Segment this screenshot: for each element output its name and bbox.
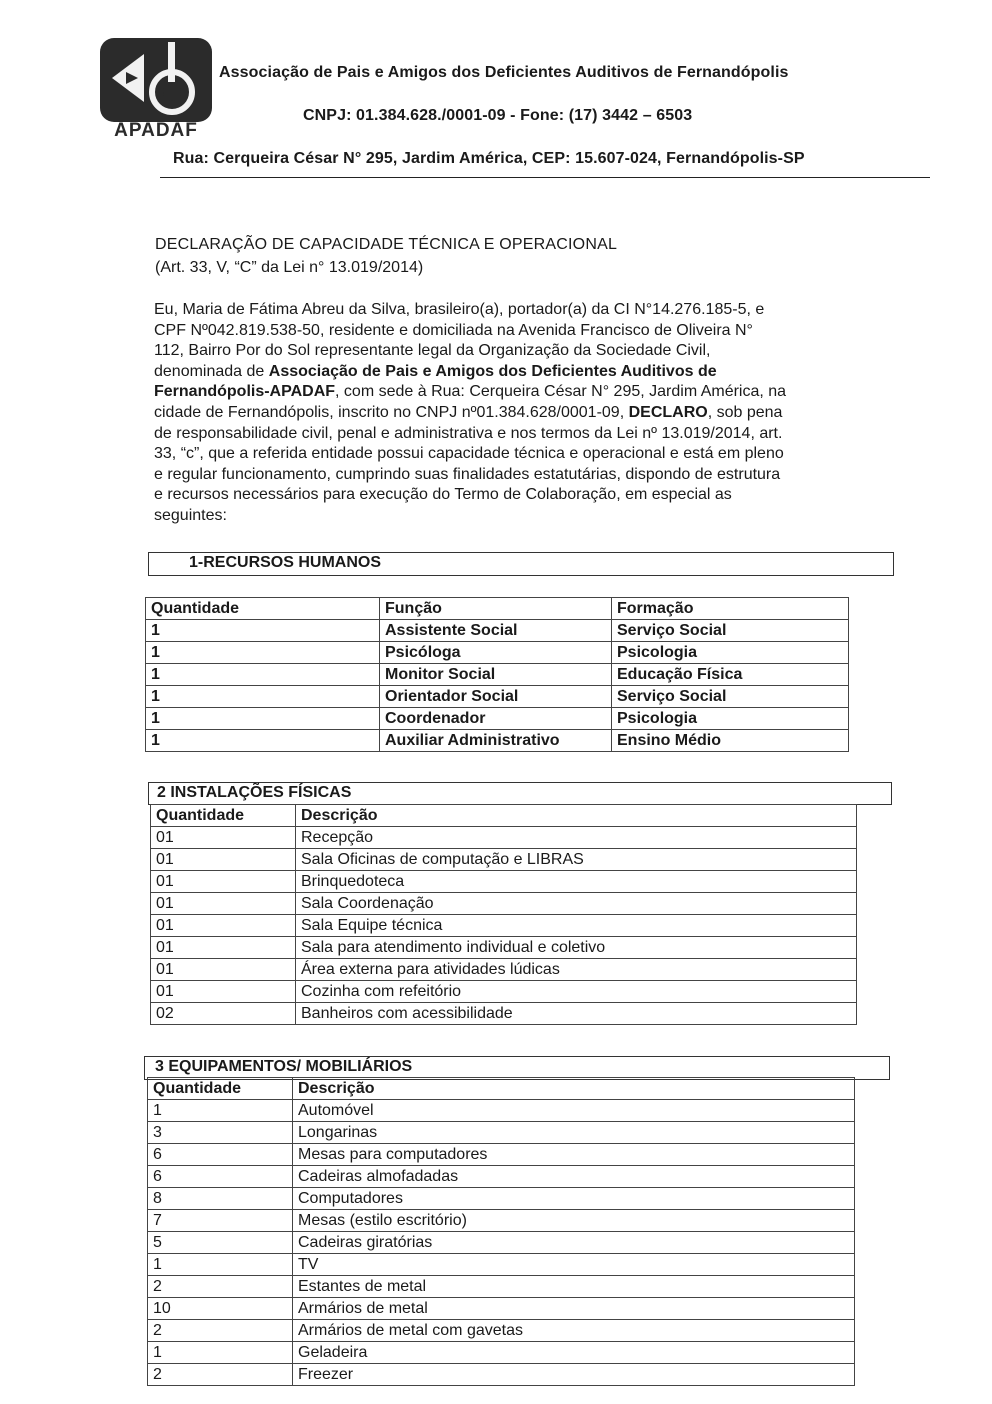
description-cell: Mesas para computadores — [293, 1144, 855, 1166]
body-line: 112, Bairro Por do Sol representante legal da Organização da Sociedade Civil, — [154, 342, 711, 360]
description-cell: Cozinha com refeitório — [296, 981, 857, 1003]
quantity-cell: 5 — [148, 1232, 293, 1254]
description-cell: Armários de metal com gavetas — [293, 1320, 855, 1342]
header-divider — [160, 177, 930, 178]
description-cell: Serviço Social — [612, 620, 849, 642]
quantity-cell: 01 — [151, 981, 296, 1003]
description-cell: Serviço Social — [612, 686, 849, 708]
description-cell: Freezer — [293, 1364, 855, 1386]
body-line: 33, “c”, que a referida entidade possui capacidade técnica e operacional e está em pleno — [154, 445, 784, 463]
description-cell: Área externa para atividades lúdicas — [296, 959, 857, 981]
declaration-subtitle: (Art. 33, V, “C” da Lei n° 13.019/2014) — [155, 259, 424, 276]
body-line: CPF Nº042.819.538-50, residente e domiciliada na Avenida Francisco de Oliveira N° — [154, 321, 753, 339]
description-cell: Longarinas — [293, 1122, 855, 1144]
table-row — [148, 1276, 855, 1298]
table-row — [146, 664, 849, 686]
table-row — [148, 1122, 855, 1144]
section-heading-equipamentos: 3 EQUIPAMENTOS/ MOBILIÁRIOS — [144, 1056, 890, 1080]
table-row — [151, 1003, 857, 1025]
table-row — [146, 730, 849, 752]
table-row — [151, 849, 857, 871]
quantity-cell: 2 — [148, 1276, 293, 1298]
description-cell: Sala para atendimento individual e coletivo — [296, 937, 857, 959]
description-cell: Sala Equipe técnica — [296, 915, 857, 937]
table-row — [151, 959, 857, 981]
description-cell: Assistente Social — [380, 620, 612, 642]
body-line: Fernandópolis-APADAF, com sede à Rua: Cerqueira César N° 295, Jardim América, na — [154, 383, 787, 401]
quantity-cell: 7 — [148, 1210, 293, 1232]
quantity-cell: 1 — [146, 620, 380, 642]
recursos-humanos-table — [145, 597, 849, 752]
description-cell: Cadeiras almofadadas — [293, 1166, 855, 1188]
quantity-cell: 01 — [151, 871, 296, 893]
body-line: seguintes: — [154, 506, 227, 524]
quantity-cell: 6 — [148, 1166, 293, 1188]
quantity-cell: 01 — [151, 849, 296, 871]
description-cell: Cadeiras giratórias — [293, 1232, 855, 1254]
table-row — [151, 871, 857, 893]
organization-name-bold: Associação de Pais e Amigos dos Deficientes Auditivos de — [268, 362, 717, 380]
quantity-cell: 1 — [146, 708, 380, 730]
quantity-cell: 01 — [151, 827, 296, 849]
table-row — [148, 1320, 855, 1342]
quantity-cell: 1 — [146, 664, 380, 686]
quantity-cell: 1 — [146, 730, 380, 752]
table-header-row — [148, 1078, 855, 1100]
table-header-row — [146, 598, 849, 620]
logo-text: APADAF — [114, 120, 198, 141]
quantity-cell: 02 — [151, 1003, 296, 1025]
description-cell: Sala Oficinas de computação e LIBRAS — [296, 849, 857, 871]
declaration-body — [154, 300, 894, 527]
description-cell: Geladeira — [293, 1342, 855, 1364]
body-line: e recursos necessários para execução do Termo de Colaboração, em especial as — [154, 486, 732, 504]
description-cell: Psicologia — [612, 708, 849, 730]
description-cell: Banheiros com acessibilidade — [296, 1003, 857, 1025]
column-header: Formação — [612, 598, 849, 620]
column-header: Quantidade — [146, 598, 380, 620]
declaration-title: DECLARAÇÃO DE CAPACIDADE TÉCNICA E OPERACIONAL — [155, 236, 618, 253]
quantity-cell: 6 — [148, 1144, 293, 1166]
quantity-cell: 01 — [151, 937, 296, 959]
equipamentos-table — [147, 1077, 855, 1386]
column-header: Descrição — [296, 805, 857, 827]
description-cell: Brinquedoteca — [296, 871, 857, 893]
quantity-cell: 01 — [151, 959, 296, 981]
description-cell: Auxiliar Administrativo — [380, 730, 612, 752]
table-row — [148, 1100, 855, 1122]
table-row — [148, 1364, 855, 1386]
section-heading-instalacoes: 2 INSTALAÇÕES FÍSICAS — [148, 782, 892, 805]
description-cell: Estantes de metal — [293, 1276, 855, 1298]
body-line: cidade de Fernandópolis, inscrito no CNPJ nº01.384.628/0001-09, DECLARO, sob pena — [154, 403, 783, 421]
body-line: de responsabilidade civil, penal e administrativa e nos termos da Lei nº 13.019/2014, art. — [154, 424, 783, 442]
column-header: Quantidade — [148, 1078, 293, 1100]
body-line: e regular funcionamento, cumprindo suas finalidades estatutárias, dispondo de estrutura — [154, 465, 781, 483]
description-cell: Psicologia — [612, 642, 849, 664]
description-cell: Psicóloga — [380, 642, 612, 664]
table-row — [148, 1144, 855, 1166]
quantity-cell: 8 — [148, 1188, 293, 1210]
table-row — [148, 1188, 855, 1210]
table-row — [151, 937, 857, 959]
description-cell: Computadores — [293, 1188, 855, 1210]
quantity-cell: 01 — [151, 915, 296, 937]
body-line: denominada de Associação de Pais e Amigos dos Deficientes Auditivos de — [154, 362, 717, 380]
quantity-cell: 1 — [148, 1342, 293, 1364]
description-cell: Monitor Social — [380, 664, 612, 686]
description-cell: Educação Física — [612, 664, 849, 686]
description-cell: Armários de metal — [293, 1298, 855, 1320]
table-row — [151, 827, 857, 849]
table-row — [146, 686, 849, 708]
column-header: Quantidade — [151, 805, 296, 827]
table-row — [146, 620, 849, 642]
declaro-bold: DECLARO — [628, 403, 708, 421]
instalacoes-table — [150, 804, 857, 1025]
description-cell: Ensino Médio — [612, 730, 849, 752]
table-row — [146, 642, 849, 664]
description-cell: TV — [293, 1254, 855, 1276]
body-line: Eu, Maria de Fátima Abreu da Silva, brasileiro(a), portador(a) da CI N°14.276.185-5, e — [154, 301, 765, 318]
quantity-cell: 10 — [148, 1298, 293, 1320]
column-header: Função — [380, 598, 612, 620]
quantity-cell: 1 — [148, 1100, 293, 1122]
table-row — [148, 1166, 855, 1188]
table-row — [151, 981, 857, 1003]
description-cell: Coordenador — [380, 708, 612, 730]
table-header-row — [151, 805, 857, 827]
quantity-cell: 1 — [148, 1254, 293, 1276]
table-row — [151, 893, 857, 915]
description-cell: Sala Coordenação — [296, 893, 857, 915]
section-heading-recursos-humanos: 1-RECURSOS HUMANOS — [148, 552, 894, 576]
organization-name: Associação de Pais e Amigos dos Deficientes Auditivos de Fernandópolis — [219, 64, 789, 81]
description-cell: Recepção — [296, 827, 857, 849]
description-cell: Orientador Social — [380, 686, 612, 708]
column-header: Descrição — [293, 1078, 855, 1100]
table-row — [151, 915, 857, 937]
table-row — [148, 1254, 855, 1276]
cnpj-phone: CNPJ: 01.384.628./0001-09 - Fone: (17) 3442 – 6503 — [303, 107, 693, 124]
table-row — [148, 1298, 855, 1320]
quantity-cell: 2 — [148, 1364, 293, 1386]
address: Rua: Cerqueira César N° 295, Jardim América, CEP: 15.607-024, Fernandópolis-SP — [173, 150, 805, 167]
table-row — [148, 1210, 855, 1232]
quantity-cell: 1 — [146, 686, 380, 708]
quantity-cell: 3 — [148, 1122, 293, 1144]
table-row — [148, 1342, 855, 1364]
quantity-cell: 2 — [148, 1320, 293, 1342]
apadaf-logo — [92, 36, 218, 144]
table-row — [146, 708, 849, 730]
description-cell: Mesas (estilo escritório) — [293, 1210, 855, 1232]
quantity-cell: 1 — [146, 642, 380, 664]
table-row — [148, 1232, 855, 1254]
quantity-cell: 01 — [151, 893, 296, 915]
organization-short-bold: Fernandópolis-APADAF — [154, 383, 336, 401]
description-cell: Automóvel — [293, 1100, 855, 1122]
